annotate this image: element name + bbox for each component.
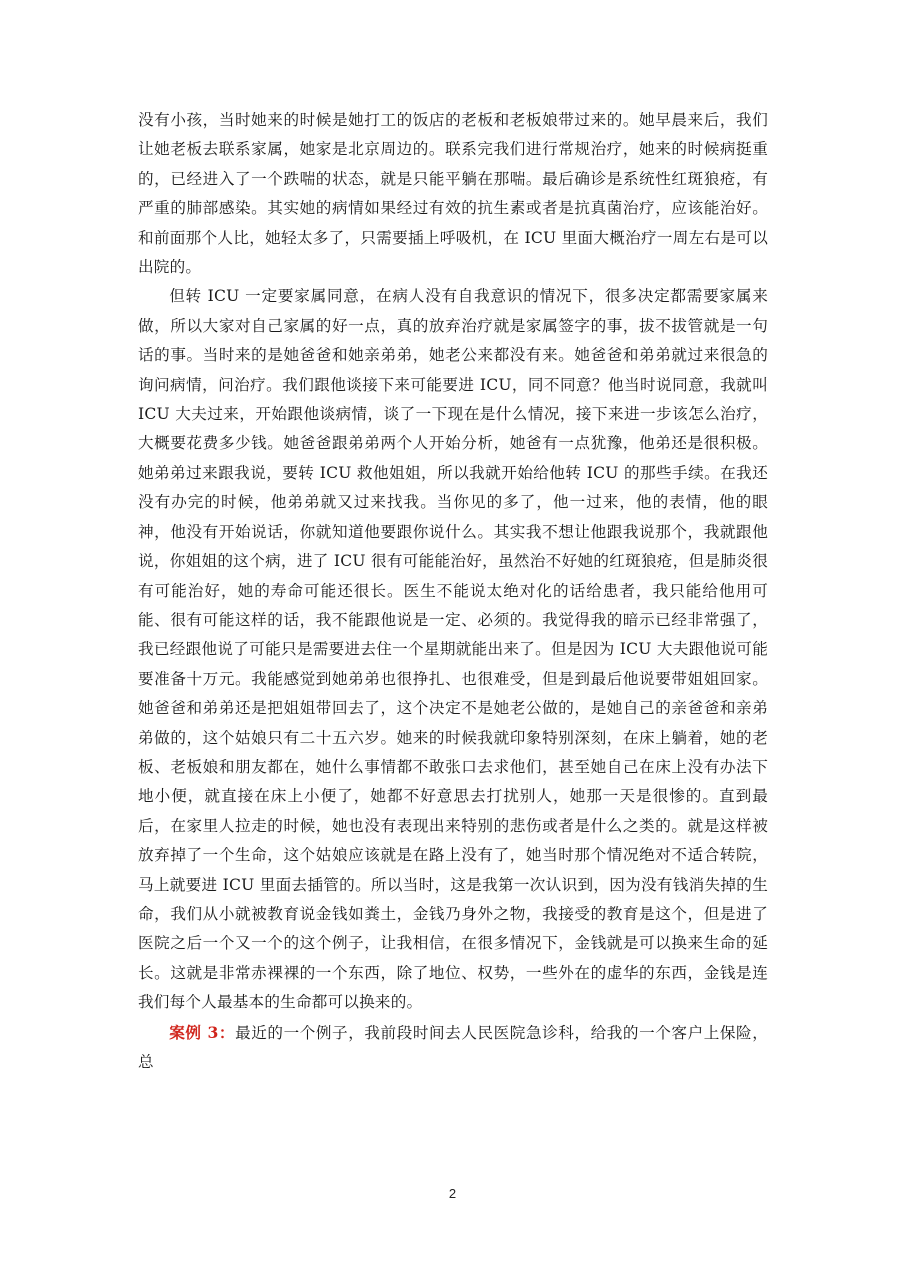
paragraph-icu-decision: 但转 ICU 一定要家属同意，在病人没有自我意识的情况下，很多决定都需要家属来做，所以大家对自己家属的好一点，真的放弃治疗就是家属签字的事，拔不拔管就是一句话的事。当时来的是她爸爸和她亲弟弟，她老公来都没有来。她爸爸和弟弟就过来很急的询问病情，问治疗。我们跟他谈接下来可能要进 ICU，同不同意？他当时说同意，我就叫 ICU 大夫过来，开始跟他谈病情，谈了一下现在是什么情况，接下来进一步该怎么治疗，大概要花费多少钱。她爸爸跟弟弟两个人开始分析，她爸有一点犹豫，他弟还是很积极。她弟弟过来跟我说，要转 ICU 救他姐姐，所以我就开始给他转 ICU 的那些手续。在我还没有办完的时候，他弟弟就又过来找我。当你见的多了，他一过来，他的表情，他的眼神，他没有开始说话，你就知道他要跟你说什么。其实我不想让他跟我说那个，我就跟他说，你姐姐的这个病，进了 ICU 很有可能能治好，虽然治不好她的红斑狼疮，但是肺炎很有可能治好，她的寿命可能还很长。医生不能说太绝对化的话给患者，我只能给他用可能、很有可能这样的话，我不能跟他说是一定、必须的。我觉得我的暗示已经非常强了，我已经跟他说了可能只是需要进去住一个星期就能出来了。但是因为 ICU 大夫跟他说可能要准备十万元。我能感觉到她弟弟也很挣扎、也很难受，但是到最后他说要带姐姐回家。她爸爸和弟弟还是把姐姐带回去了，这个决定不是她老公做的，是她自己的亲爸爸和亲弟弟做的，这个姑娘只有二十五六岁。她来的时候我就印象特别深刻，在床上躺着，她的老板、老板娘和朋友都在，她什么事情都不敢张口去求他们，甚至她自己在床上没有办法下地小便，就直接在床上小便了，她都不好意思去打扰别人，她那一天是很惨的。直到最后，在家里人拉走的时候，她也没有表现出来特别的悲伤或者是什么之类的。就是这样被放弃掉了一个生命，这个姑娘应该就是在路上没有了，她当时那个情况绝对不适合转院，马上就要进 ICU 里面去插管的。所以当时，这是我第一次认识到，因为没有钱消失掉的生命，我们从小就被教育说金钱如粪土，金钱乃身外之物，我接受的教育是这个，但是进了医院之后一个又一个的这个例子，让我相信，在很多情况下，金钱就是可以换来生命的延长。这就是非常赤裸裸的一个东西，除了地位、权势，一些外在的虚华的东西，金钱是连我们每个人最基本的生命都可以换来的。: [138, 287, 768, 1012]
case-label: 案例 3：: [169, 1022, 236, 1042]
case-3-text: 最近的一个例子，我前段时间去人民医院急诊科，给我的一个客户上保险，总: [138, 1023, 769, 1071]
document-body: [138, 106, 768, 1077]
paragraph-continued: 没有小孩，当时她来的时候是她打工的饭店的老板和老板娘带过来的。她早晨来后，我们让她老板去联系家属，她家是北京周边的。联系完我们进行常规治疗，她来的时候病挺重的，已经进入了一个跌喘的状态，就是只能平躺在那喘。最后确诊是系统性红斑狼疮，有严重的肺部感染。其实她的病情如果经过有效的抗生素或者是抗真菌治疗，应该能治好。和前面那个人比，她轻太多了，只需要插上呼吸机，在 ICU 里面大概治疗一周左右是可以出院的。: [138, 111, 768, 277]
paragraph-case-3: [138, 1018, 768, 1078]
page-number: 2: [448, 1186, 457, 1201]
